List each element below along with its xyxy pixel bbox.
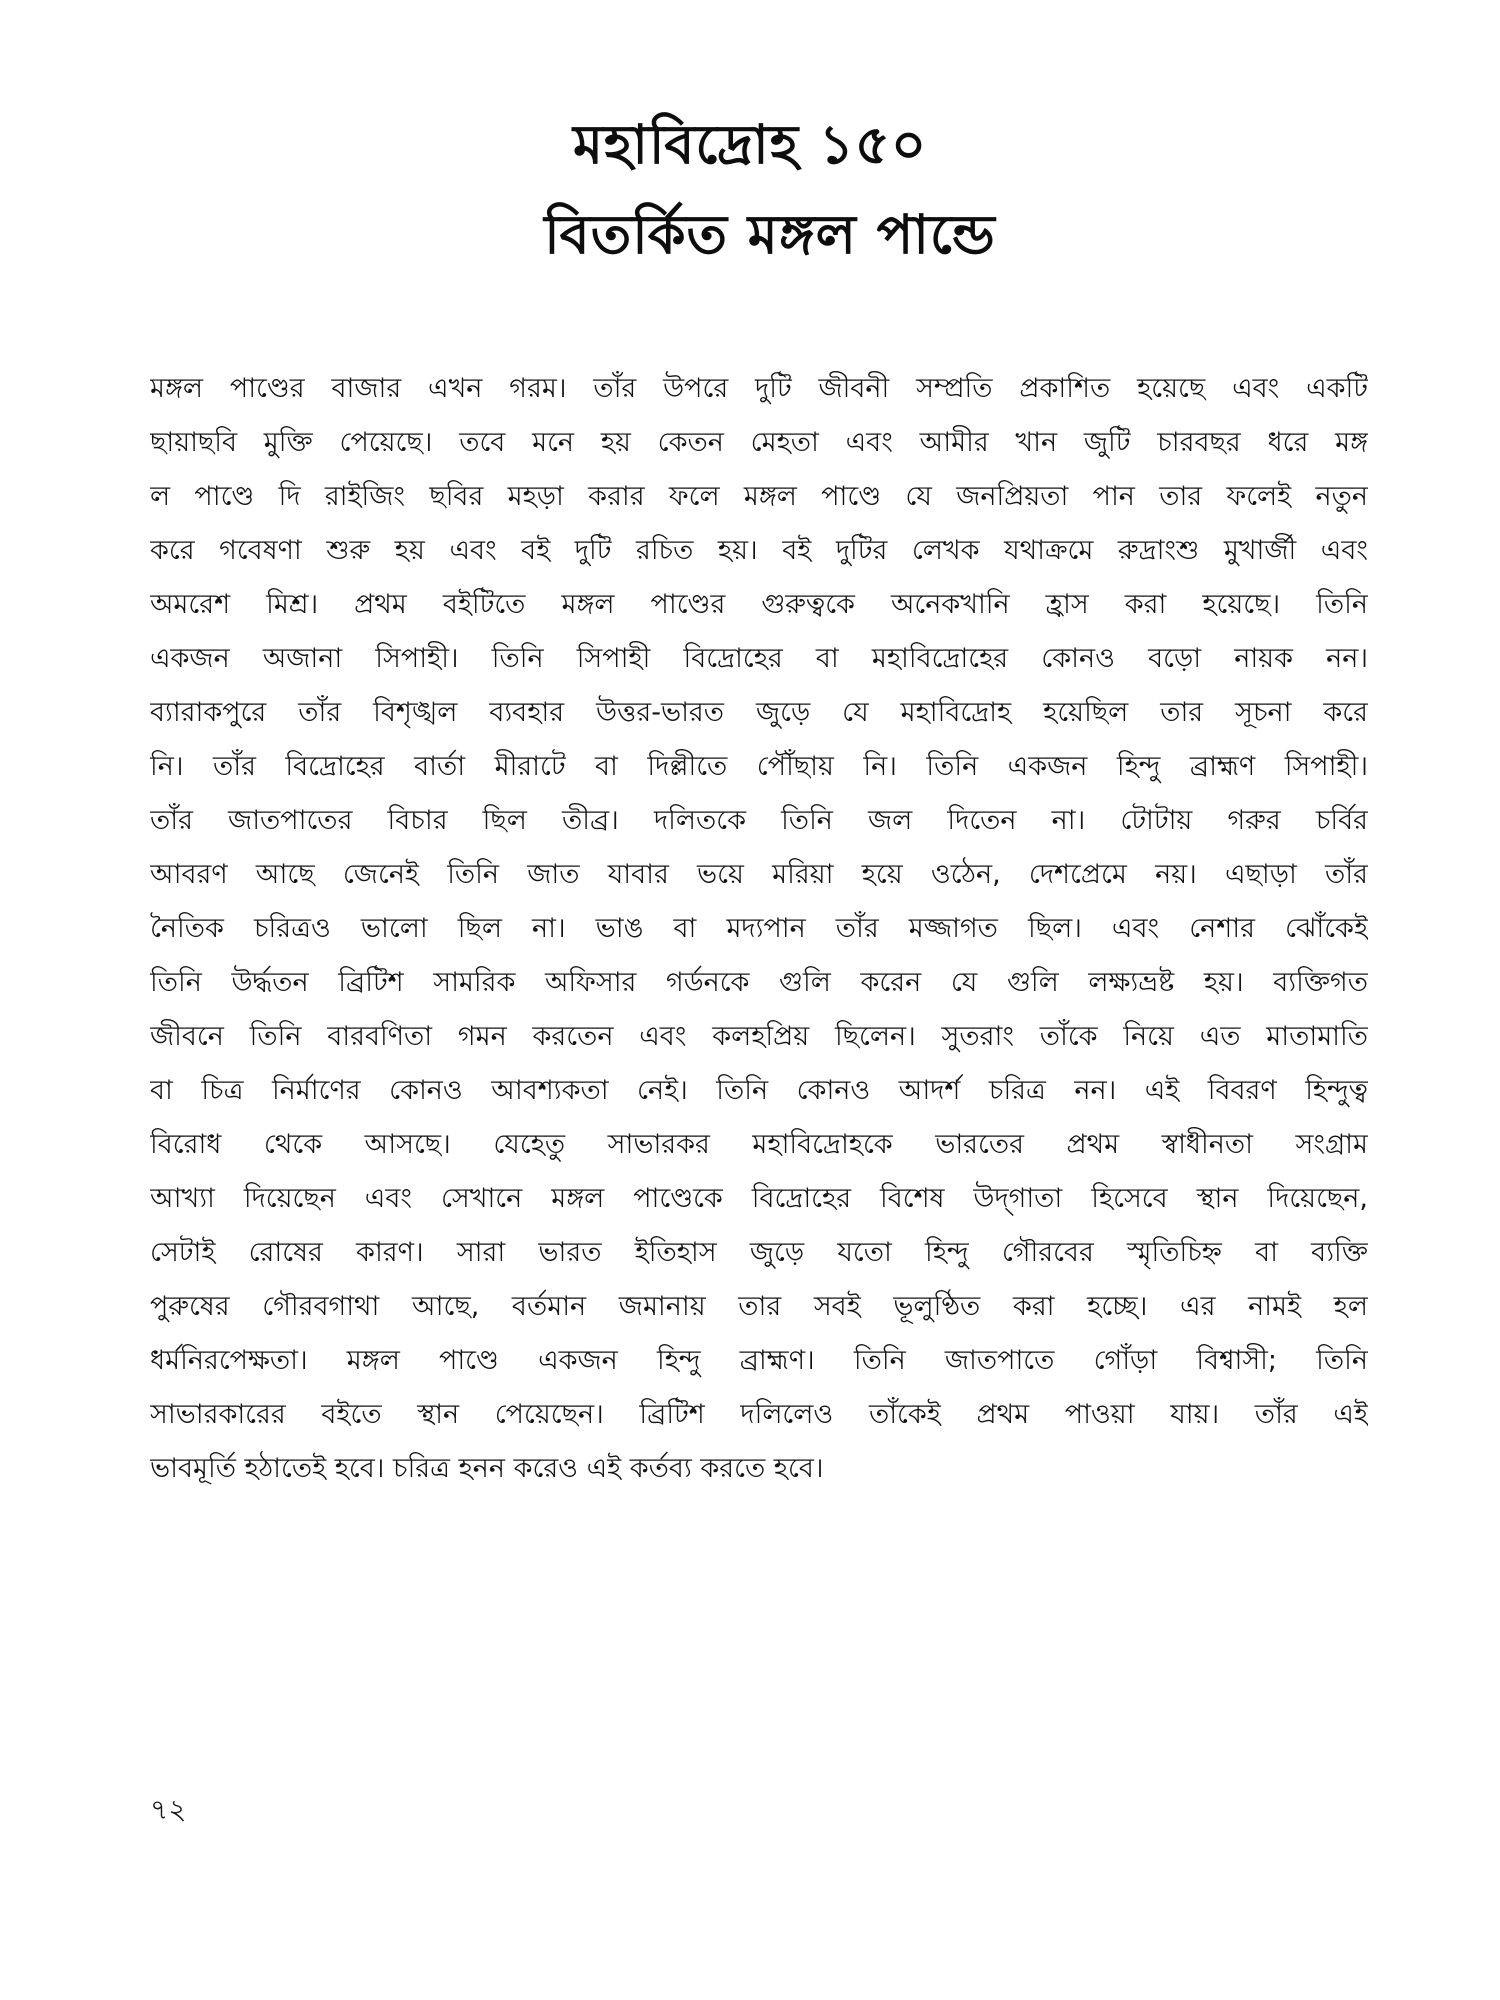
text-line: নৈতিক চরিত্রও ভালো ছিল না। ভাঙ বা মদ্যপান তাঁর মজ্জাগত ছিল। এবং নেশার ঝোঁকেই [150, 913, 1368, 944]
text-line: ধর্মনিরপেক্ষতা। মঙ্গল পাণ্ডে একজন হিন্দু ব্রাহ্মণ। তিনি জাতপাতে গোঁড়া বিশ্বাসী; তিনি [150, 1345, 1368, 1376]
text-line: তাঁর জাতপাতের বিচার ছিল তীব্র। দলিতকে তিনি জল দিতেন না। টোটায় গরুর চর্বির [150, 805, 1368, 836]
text-line: বা চিত্র নির্মাণের কোনও আবশ্যকতা নেই। তিনি কোনও আদর্শ চরিত্র নন। এই বিবরণ হিন্দুত্ব [150, 1075, 1368, 1106]
text-line: ভাবমূর্তি হঠাতেই হবে। চরিত্র হনন করেও এই কর্তব্য করতে হবে। [150, 1453, 824, 1484]
text-line: নি। তাঁর বিদ্রোহের বার্তা মীরাটে বা দিল্লীতে পৌঁছায় নি। তিনি একজন হিন্দু ব্রাহ্মণ সিপাহী। [150, 751, 1368, 782]
body-paragraph [150, 362, 1368, 1496]
text-line: সেটাই রোষের কারণ। সারা ভারত ইতিহাস জুড়ে যতো হিন্দু গৌরবের স্মৃতিচিহ্ন বা ব্যক্তি [150, 1237, 1368, 1268]
text-line: একজন অজানা সিপাহী। তিনি সিপাহী বিদ্রোহের বা মহাবিদ্রোহের কোনও বড়ো নায়ক নন। [150, 643, 1368, 674]
text-line: মঙ্গল পাণ্ডের বাজার এখন গরম। তাঁর উপরে দুটি জীবনী সম্প্রতি প্রকাশিত হয়েছে এবং একটি [150, 373, 1368, 404]
text-line: ল পাণ্ডে দি রাইজিং ছবির মহড়া করার ফলে মঙ্গল পাণ্ডে যে জনপ্রিয়তা পান তার ফলেই নতুন [150, 481, 1368, 512]
text-line: সাভারকারের বইতে স্থান পেয়েছেন। ব্রিটিশ দলিলেও তাঁকেই প্রথম পাওয়া যায়। তাঁর এই [150, 1399, 1368, 1430]
text-line: ছায়াছবি মুক্তি পেয়েছে। তবে মনে হয় কেতন মেহতা এবং আমীর খান জুটি চারবছর ধরে মঙ্গ [150, 427, 1368, 458]
text-line: আবরণ আছে জেনেই তিনি জাত যাবার ভয়ে মরিয়া হয়ে ওঠেন, দেশপ্রেমে নয়। এছাড়া তাঁর [150, 859, 1368, 890]
text-line: আখ্যা দিয়েছেন এবং সেখানে মঙ্গল পাণ্ডেকে বিদ্রোহের বিশেষ উদ্‌গাতা হিসেবে স্থান দিয়েছেন, [150, 1183, 1368, 1214]
text-line: পুরুষের গৌরবগাথা আছে, বর্তমান জমানায় তার সবই ভূলুণ্ঠিত করা হচ্ছে। এর নামই হল [150, 1291, 1368, 1322]
chapter-subtitle: বিতর্কিত মঙ্গল পান্ডে [544, 203, 996, 266]
chapter-title: মহাবিদ্রোহ ১৫০ [572, 113, 928, 176]
page-number: ৭২ [150, 1793, 187, 1826]
text-line: ব্যারাকপুরে তাঁর বিশৃঙ্খল ব্যবহার উত্তর-ভারত জুড়ে যে মহাবিদ্রোহ হয়েছিল তার সূচনা করে [150, 697, 1368, 728]
text-line: তিনি উর্দ্ধতন ব্রিটিশ সামরিক অফিসার গর্ডনকে গুলি করেন যে গুলি লক্ষ্যভ্রষ্ট হয়। ব্যক্তিগত [150, 967, 1368, 998]
text-line: জীবনে তিনি বারবণিতা গমন করতেন এবং কলহপ্রিয় ছিলেন। সুতরাং তাঁকে নিয়ে এত মাতামাতি [150, 1021, 1368, 1052]
text-line: বিরোধ থেকে আসছে। যেহেতু সাভারকর মহাবিদ্রোহকে ভারতের প্রথম স্বাধীনতা সংগ্রাম [150, 1129, 1368, 1160]
text-line: করে গবেষণা শুরু হয় এবং বই দুটি রচিত হয়। বই দুটির লেখক যথাক্রমে রুদ্রাংশু মুখার্জী এবং [150, 535, 1368, 566]
text-line: অমরেশ মিশ্র। প্রথম বইটিতে মঙ্গল পাণ্ডের গুরুত্বকে অনেকখানি হ্রাস করা হয়েছে। তিনি [150, 589, 1368, 620]
chapter-heading [0, 100, 1500, 280]
